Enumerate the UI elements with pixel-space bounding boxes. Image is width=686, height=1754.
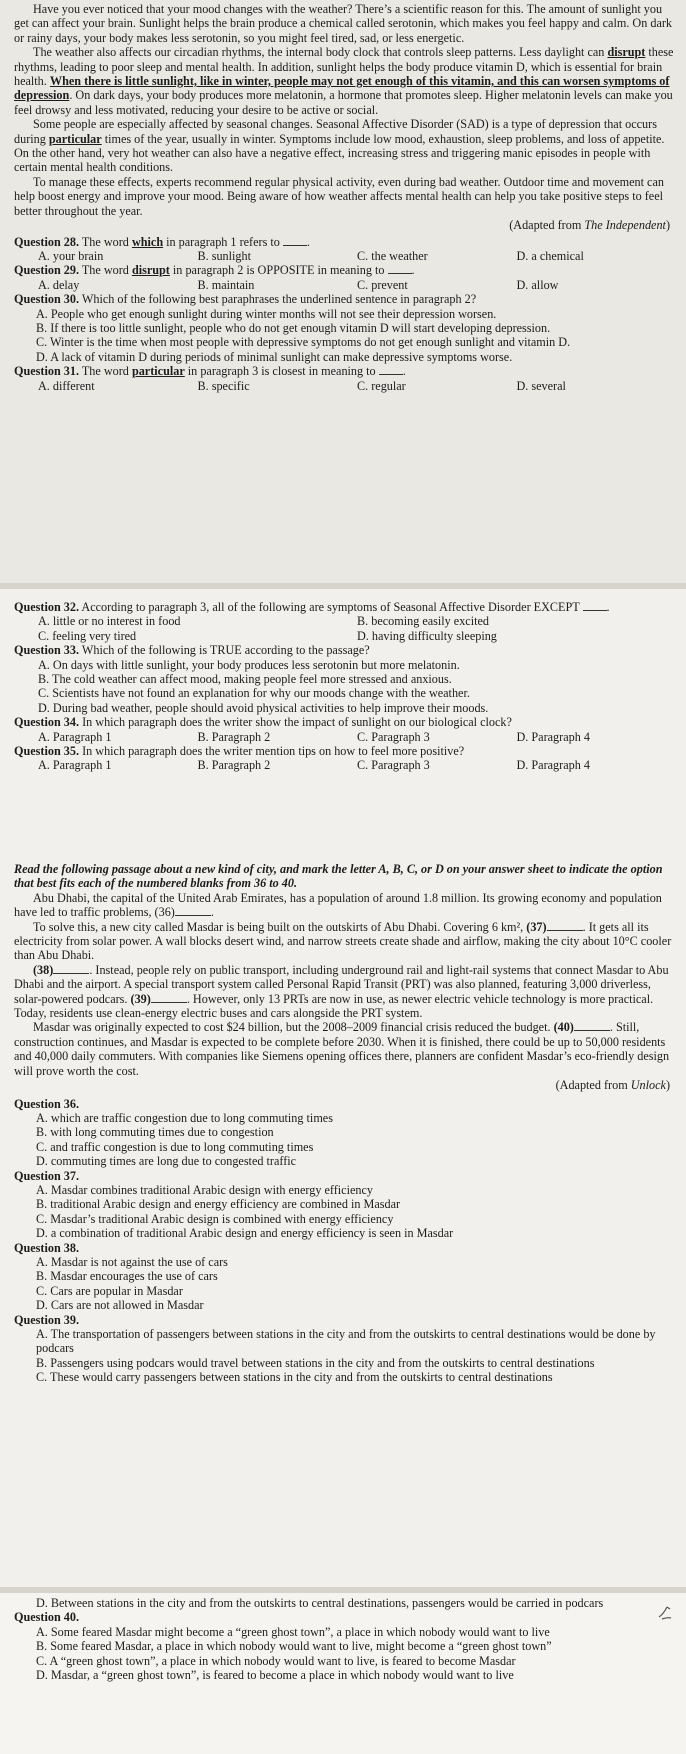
option-b[interactable]: B. with long commuting times due to congestion bbox=[36, 1125, 274, 1140]
option-b[interactable]: B. sunlight bbox=[197, 248, 251, 263]
question-35: Question 35. In which paragraph does the writer mention tips on how to feel more positive? A. Paragraph 1 B. Paragraph 2 C. Paragraph 3 D. Paragraph 4 bbox=[14, 744, 676, 773]
question-29: Question 29. The word disrupt in paragraph 2 is OPPOSITE in meaning to . A. delay B. maintain C. prevent D. allow bbox=[14, 263, 676, 292]
option-d[interactable]: D. A lack of vitamin D during periods of minimal sunlight can make depressive symptoms worse. bbox=[36, 349, 513, 364]
option-c[interactable]: C. Masdar’s traditional Arabic design is combined with energy efficiency bbox=[36, 1211, 394, 1226]
questions-39-40-continued bbox=[14, 1596, 676, 1682]
option-c[interactable]: C. A “green ghost town”, a place in which nobody would want to live, is feared to become Masdar bbox=[36, 1653, 516, 1668]
option-b[interactable]: B. Masdar encourages the use of cars bbox=[36, 1269, 218, 1284]
option-a[interactable]: A. different bbox=[38, 378, 95, 393]
option-b[interactable]: B. traditional Arabic design and energy efficiency are combined in Masdar bbox=[36, 1197, 401, 1212]
option-d[interactable]: D. several bbox=[516, 378, 566, 393]
passage-paragraph-3: Some people are especially affected by seasonal changes. Seasonal Affective Disorder (SAD) is a type of depression that occurs during particular times of the year, usually in winter. Symptoms include low mood, exhaustion, sleep problems, and loss of appetite. On the other hand, very hot weather can also have a negative effect, increasing stress and triggering manic episodes in people with certain mental health conditions. bbox=[14, 117, 665, 175]
option-c[interactable]: C. These would carry passengers between stations in the city and from the outskirts to central destinations bbox=[36, 1370, 553, 1385]
cloze-paragraph-2: To solve this, a new city called Masdar is being built on the outskirts of Abu Dhabi. Covering 6 km², (37) . It gets all its electricity from solar power. A wall blocks desert wind, and narrow streets create shade and airflow, making the city about 10°C cooler than Abu Dhabi. bbox=[14, 919, 672, 963]
question-33: Question 33. Which of the following is TRUE according to the passage? A. On days with little sunlight, your body produces less serotonin but more melatonin. B. The cold weather can affect mood, making people feel more stressed and anxious. C. Scientists have not found an explanation for why our moods change with the weather. D. During bad weather, people should avoid physical activities to help improve their moods. bbox=[14, 643, 676, 715]
passage-paragraph-4: To manage these effects, experts recommend regular physical activity, even during bad weather. Outdoor time and movement can help boost energy and improve your mood. Being aware of how weather affects mental health can help you take positive steps to feel better throughout the year. bbox=[14, 174, 664, 218]
option-c[interactable]: C. Winter is the time when most people with depressive symptoms do not get enough sunlight and vitamin D. bbox=[36, 335, 571, 350]
option-d[interactable]: D. having difficulty sleeping bbox=[357, 628, 497, 643]
option-c[interactable]: C. regular bbox=[357, 378, 406, 393]
option-a[interactable]: A. little or no interest in food bbox=[38, 614, 181, 629]
question-38: Question 38. A. Masdar is not against the use of cars B. Masdar encourages the use of cars C. Cars are popular in Masdar D. Cars are not allowed in Masdar bbox=[14, 1241, 676, 1313]
question-39: Question 39. A. The transportation of passengers between stations in the city and from the outskirts to central destinations would be done by podcars B. Passengers using podcars would travel between stations in the city and from the outskirts to central destinations C. These would carry passengers between stations in the city and from the outskirts to central destinations bbox=[14, 1313, 676, 1385]
option-d[interactable]: D. Cars are not allowed in Masdar bbox=[36, 1298, 204, 1313]
option-d[interactable]: D. a chemical bbox=[516, 248, 584, 263]
option-c[interactable]: C. and traffic congestion is due to long commuting times bbox=[36, 1139, 314, 1154]
option-a[interactable]: A. your brain bbox=[38, 248, 104, 263]
option-c[interactable]: C. feeling very tired bbox=[38, 628, 137, 643]
passage-source: (Adapted from Unlock) bbox=[555, 1078, 670, 1093]
option-a[interactable]: A. Paragraph 1 bbox=[38, 758, 112, 773]
option-d[interactable]: D. Paragraph 4 bbox=[516, 729, 590, 744]
question-40: Question 40. A. Some feared Masdar might become a “green ghost town”, a place in which nobody would want to live B. Some feared Masdar, a place in which nobody would want to live, might become a “green ghost town” C. A “green ghost town”, a place in which nobody would want to live, is feared to become Masdar D. Masdar, a “green ghost town”, is feared to become a place in which nobody would want to live bbox=[14, 1610, 676, 1682]
option-c[interactable]: C. Cars are popular in Masdar bbox=[36, 1283, 183, 1298]
option-a[interactable]: A. which are traffic congestion due to long commuting times bbox=[36, 1110, 333, 1125]
question-28: Question 28. The word which in paragraph 1 refers to . A. your brain B. sunlight C. the weather D. a chemical bbox=[14, 235, 676, 264]
option-a[interactable]: A. delay bbox=[38, 277, 80, 292]
question-31: Question 31. The word particular in paragraph 3 is closest in meaning to . A. different B. specific C. regular D. several bbox=[14, 364, 676, 393]
passage-paragraph-1: Have you ever noticed that your mood changes with the weather? There’s a scientific reason for this. The amount of sunlight you get can affect your brain. Sunlight helps the brain produce a chemical called serotonin, which makes you feel happy and calm. On dark or rainy days, your body makes less serotonin, so you might feel tired, sad, or less energetic. bbox=[14, 2, 673, 45]
option-c[interactable]: C. Paragraph 3 bbox=[357, 758, 430, 773]
cloze-passage-masdar bbox=[14, 862, 676, 1385]
option-b[interactable]: B. Paragraph 2 bbox=[197, 758, 271, 773]
option-d[interactable]: D. Masdar, a “green ghost town”, is feared to become a place in which nobody would want to live bbox=[36, 1668, 514, 1683]
question-36: Question 36. A. which are traffic congestion due to long commuting times B. with long commuting times due to congestion C. and traffic congestion is due to long commuting times D. commuting times are long due to congested traffic bbox=[14, 1097, 676, 1169]
cloze-paragraph-4: Masdar was originally expected to cost $24 billion, but the 2008–2009 financial crisis reduced the budget. (40) . Still, construction continues, and Masdar is expected to be complete before 2030. When it is finished, there could be up to 50,000 residents and 40,000 daily commuters. With companies like Siemens opening offices there, planners are confident Masdar’s eco-friendly design will prove worth the cost. bbox=[14, 1020, 670, 1078]
cloze-paragraph-3: (38) . Instead, people rely on public transport, including underground rail and light-rail systems that connect Masdar to Abu Dhabi and the airport. A special transport system called Personal Rapid Transit (PRT) was also planned, featuring 3,000 driverless, solar-powered podcars. (39) . However, only 13 PRTs are now in use, as newer electric vehicle technology is more practical. Today, residents use clean-energy electric buses and cars alongside the PRT system. bbox=[14, 962, 669, 1021]
option-a[interactable]: A. Masdar combines traditional Arabic design with energy efficiency bbox=[36, 1182, 373, 1197]
section-instruction: Read the following passage about a new kind of city, and mark the letter A, B, C, or D on your answer sheet to indicate the option that best fits each of the numbered blanks from 36 to 40. bbox=[14, 862, 663, 891]
option-b[interactable]: B. specific bbox=[197, 378, 250, 393]
option-b[interactable]: B. The cold weather can affect mood, making people feel more stressed and anxious. bbox=[38, 672, 452, 687]
question-32: Question 32. According to paragraph 3, all of the following are symptoms of Seasonal Affective Disorder EXCEPT . A. little or no interest in food B. becoming easily excited C. feeling very tired D. having difficulty sleeping bbox=[14, 600, 676, 643]
option-b[interactable]: B. Passengers using podcars would travel between stations in the city and from the outskirts to central destinations bbox=[36, 1355, 595, 1370]
option-c[interactable]: C. Paragraph 3 bbox=[357, 729, 430, 744]
option-a[interactable]: A. Masdar is not against the use of cars bbox=[36, 1254, 228, 1269]
option-b[interactable]: B. maintain bbox=[197, 277, 255, 292]
option-a[interactable]: A. Paragraph 1 bbox=[38, 729, 112, 744]
question-30: Question 30. Which of the following best paraphrases the underlined sentence in paragraph 2? A. People who get enough sunlight during winter months will not see their depression worsen. B. If there is too little sunlight, people who do not get enough vitamin D will start developing depression. C. Winter is the time when most people with depressive symptoms do not get enough sunlight and vitamin D. D. A lack of vitamin D during periods of minimal sunlight can make depressive symptoms worse. bbox=[14, 292, 676, 364]
option-c[interactable]: C. the weather bbox=[357, 248, 428, 263]
question-37: Question 37. A. Masdar combines traditional Arabic design with energy efficiency B. traditional Arabic design and energy efficiency are combined in Masdar C. Masdar’s traditional Arabic design is combined with energy efficiency D. a combination of traditional Arabic design and energy efficiency is seen in Masdar bbox=[14, 1169, 676, 1241]
option-d[interactable]: D. During bad weather, people should avoid physical activities to help improve their moods. bbox=[38, 700, 489, 715]
option-a[interactable]: A. On days with little sunlight, your body produces less serotonin but more melatonin. bbox=[38, 657, 460, 672]
option-c[interactable]: C. prevent bbox=[357, 277, 408, 292]
option-a[interactable]: A. Some feared Masdar might become a “green ghost town”, a place in which nobody would want to live bbox=[36, 1624, 550, 1639]
option-d[interactable]: D. allow bbox=[516, 277, 559, 292]
question-34: Question 34. In which paragraph does the writer show the impact of sunlight on our biological clock? A. Paragraph 1 B. Paragraph 2 C. Paragraph 3 D. Paragraph 4 bbox=[14, 715, 676, 744]
option-b[interactable]: B. Some feared Masdar, a place in which nobody would want to live, might become a “green ghost town” bbox=[36, 1639, 552, 1654]
option-c[interactable]: C. Scientists have not found an explanation for why our moods change with the weather. bbox=[38, 686, 470, 701]
option-b[interactable]: B. If there is too little sunlight, people who do not get enough vitamin D will start developing depression. bbox=[36, 320, 551, 335]
option-a[interactable]: A. People who get enough sunlight during winter months will not see their depression worsen. bbox=[36, 306, 497, 321]
option-d[interactable]: D. Between stations in the city and from the outskirts to central destinations, passengers would be carried in podcars bbox=[36, 1596, 604, 1610]
questions-32-35 bbox=[14, 600, 676, 773]
passage-source: (Adapted from The Independent) bbox=[509, 218, 670, 233]
page-fold bbox=[0, 583, 686, 589]
pen-mark-icon bbox=[656, 1603, 674, 1621]
option-b[interactable]: B. Paragraph 2 bbox=[197, 729, 271, 744]
option-b[interactable]: B. becoming easily excited bbox=[357, 614, 489, 629]
page-fold bbox=[0, 1587, 686, 1593]
option-a[interactable]: A. The transportation of passengers between stations in the city and from the outskirts to central destinations would be done by podcars bbox=[36, 1327, 656, 1356]
cloze-paragraph-1: Abu Dhabi, the capital of the United Arab Emirates, has a population of around 1.8 million. Its growing economy and population have led to traffic problems, (36) . bbox=[14, 890, 662, 920]
option-d[interactable]: D. a combination of traditional Arabic design and energy efficiency is seen in Masdar bbox=[36, 1226, 454, 1241]
option-d[interactable]: D. Paragraph 4 bbox=[516, 758, 590, 773]
reading-passage-weather bbox=[14, 2, 676, 393]
option-d[interactable]: D. commuting times are long due to congested traffic bbox=[36, 1154, 297, 1169]
passage-paragraph-2: The weather also affects our circadian rhythms, the internal body clock that controls sleep patterns. Less daylight can disrupt these rhythms, leading to poor sleep and mental health. In addition, sunlight helps the body produce vitamin D, which is essential for brain health. When there is little sunlight, like in winter, people may not get enough of this vitamin, and this can worsen symptoms of depression. On dark days, your body produces more melatonin, a hormone that promotes sleep. Higher melatonin levels can make you feel drowsy and less motivated, reducing your desire to be active or social. bbox=[14, 45, 674, 117]
